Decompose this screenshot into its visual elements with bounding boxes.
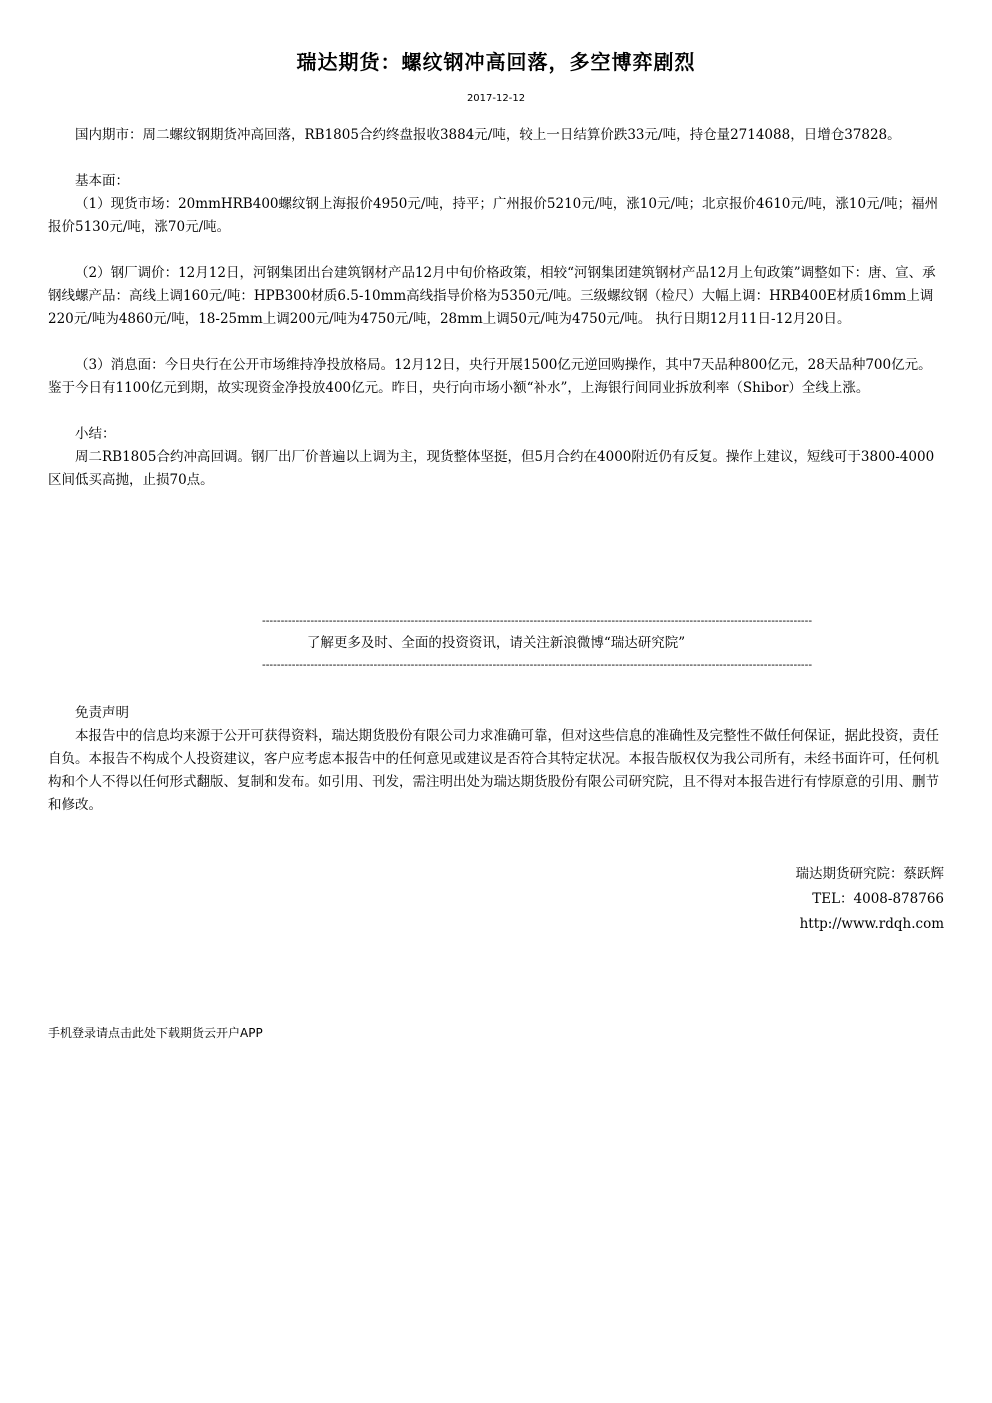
author-line: 瑞达期货研究院：蔡跃辉 [795, 866, 944, 882]
separator-top: ---------------------------------------------------------------------------------------------------------------------------------------------------- [262, 614, 813, 627]
mill-price-paragraph: （2）钢厂调价：12月12日，河钢集团出台建筑钢材产品12月中旬价格政策，相较“河钢集团建筑钢材产品12月上旬政策”调整如下：唐、宣、承钢线螺产品：高线上调160元/吨：HPB300材质6.5-10mm高线指导价格为5350元/吨。三级螺纹钢（检尺）大幅上调：HRB400E材质16mm上调220元/吨为4860元/吨，18-25mm上调200元/吨为4750元/吨，28mm上调50元/吨为4750元/吨。 执行日期12月11日-12月20日。 [48, 265, 936, 327]
website-link[interactable]: http://www.rdqh.com [799, 916, 944, 932]
summary-heading: 小结： [75, 426, 116, 442]
report-date: 2017-12-12 [466, 93, 526, 104]
tel-line: TEL：4008-878766 [812, 891, 944, 907]
report-body [48, 124, 944, 492]
weibo-notice: 了解更多及时、全面的投资资讯，请关注新浪微博“瑞达研究院” [306, 635, 686, 651]
page-title: 瑞达期货：螺纹钢冲高回落，多空博弈剧烈 [296, 50, 696, 74]
weibo-notice-block [262, 610, 813, 676]
disclaimer-section [48, 702, 944, 817]
app-download-link[interactable]: 手机登录请点击此处下载期货云开户APP [48, 1026, 263, 1040]
disclaimer-heading: 免责声明 [75, 705, 129, 721]
disclaimer-text: 本报告中的信息均来源于公开可获得资料，瑞达期货股份有限公司力求准确可靠，但对这些信息的准确性及完整性不做任何保证，据此投资，责任自负。本报告不构成个人投资建议，客户应考虑本报告中的任何意见或建议是否符合其特定状况。本报告版权仅为我公司所有，未经书面许可，任何机构和个人不得以任何形式翻版、复制和发布。如引用、刊发，需注明出处为瑞达期货股份有限公司研究院，且不得对本报告进行有悖原意的引用、删节和修改。 [48, 728, 939, 813]
separator-bottom: ---------------------------------------------------------------------------------------------------------------------------------------------------- [262, 658, 813, 671]
fundamentals-heading: 基本面： [75, 173, 129, 189]
summary-paragraph: 周二RB1805合约冲高回调。钢厂出厂价普遍以上调为主，现货整体坚挺，但5月合约在4000附近仍有反复。操作上建议，短线可于3800-4000区间低买高抛，止损70点。 [48, 449, 935, 488]
spot-market-paragraph: （1）现货市场：20mmHRB400螺纹钢上海报价4950元/吨，持平；广州报价5210元/吨，涨10元/吨；北京报价4610元/吨，涨10元/吨；福州报价5130元/吨，涨70元/吨。 [48, 196, 939, 235]
signature-block [796, 862, 945, 937]
news-paragraph: （3）消息面：今日央行在公开市场维持净投放格局。12月12日，央行开展1500亿元逆回购操作，其中7天品种800亿元，28天品种700亿元。鉴于今日有1100亿元到期，故实现资金净投放400亿元。昨日，央行向市场小额“补水”，上海银行间同业拆放利率（Shibor）全线上涨。 [48, 357, 932, 396]
domestic-market-paragraph: 国内期市：周二螺纹钢期货冲高回落，RB1805合约终盘报收3884元/吨，较上一日结算价跌33元/吨，持仓量2714088，日增仓37828。 [75, 127, 901, 143]
